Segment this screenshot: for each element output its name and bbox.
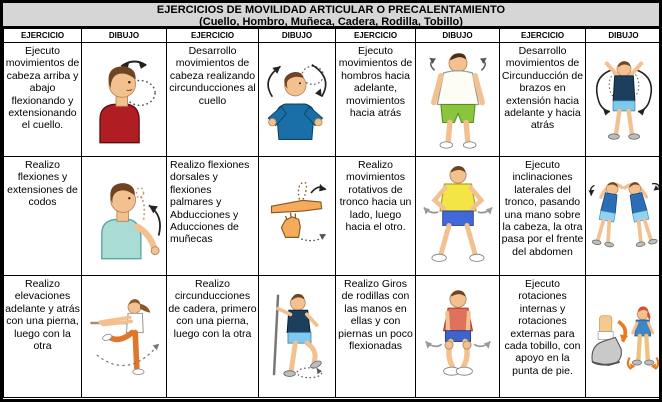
table-row xyxy=(4,43,662,157)
column-header: EJERCICIO xyxy=(4,29,82,43)
page-title: EJERCICIOS DE MOVILIDAD ARTICULAR O PRECALENTAMIENTO xyxy=(156,4,506,16)
column-header: DIBUJO xyxy=(82,29,167,43)
elbow-flexion-illustration xyxy=(84,160,164,272)
arm-circumduction-illustration xyxy=(589,47,659,153)
exercise-cell: Ejecuto movimientos de hombros hacia adelante, movimientos hacia atrás xyxy=(336,43,416,157)
column-header: EJERCICIO xyxy=(500,29,586,43)
drawing-cell xyxy=(259,157,336,276)
hip-circumduction-illustration xyxy=(260,280,334,394)
drawing-cell xyxy=(416,157,500,276)
exercise-cell: Realizo flexiones y extensiones de codos xyxy=(4,157,82,276)
drawing-cell xyxy=(82,276,167,398)
drawing-cell xyxy=(586,43,662,157)
head-up-down-illustration xyxy=(84,47,164,153)
page-title-block xyxy=(3,3,659,28)
column-header: EJERCICIO xyxy=(336,29,416,43)
leg-swing-illustration xyxy=(84,280,164,394)
column-header-row xyxy=(4,29,662,43)
table-row xyxy=(4,157,662,276)
drawing-cell xyxy=(259,276,336,398)
drawing-cell xyxy=(416,276,500,398)
exercise-cell: Realizo Giros de rodillas con las manos en ellas y con piernas un poco flexionadas xyxy=(336,276,416,398)
column-header: DIBUJO xyxy=(586,29,662,43)
exercise-cell: Realizo elevaciones adelante y atrás con una pierna, luego con la otra xyxy=(4,276,82,398)
page-subtitle: (Cuello, Hombro, Muñeca, Cadera, Rodilla, Tobillo) xyxy=(199,16,463,28)
exercise-table xyxy=(3,28,662,398)
exercise-cell: Realizo flexiones dorsales y flexiones palmares y Abducciones y Aducciones de muñecas xyxy=(167,157,259,276)
ankle-rotation-illustration xyxy=(588,280,660,394)
trunk-lateral-bend-illustration xyxy=(587,160,661,272)
drawing-cell xyxy=(259,43,336,157)
column-header: DIBUJO xyxy=(416,29,500,43)
shoulder-circles-illustration xyxy=(422,47,494,153)
knee-circles-illustration xyxy=(422,280,494,394)
neck-circumduction-illustration xyxy=(260,47,334,153)
column-header: DIBUJO xyxy=(259,29,336,43)
exercise-cell: Ejecuto movimientos de cabeza arriba y abajo flexionando y extensionando el cuello. xyxy=(4,43,82,157)
drawing-cell xyxy=(82,157,167,276)
wrist-flexion-illustration xyxy=(260,160,334,272)
trunk-rotation-illustration xyxy=(422,160,494,272)
drawing-cell xyxy=(82,43,167,157)
exercise-cell: Desarrollo movimientos de Circunducción de brazos en extensión hacia adelante y hacia atrás xyxy=(500,43,586,157)
exercise-cell: Ejecuto inclinaciones laterales del tronco, pasando una mano sobre la cabeza, la otra pasa por el frente del abdomen xyxy=(500,157,586,276)
exercise-cell: Desarrollo movimientos de cabeza realizando circunducciones al cuello xyxy=(167,43,259,157)
drawing-cell xyxy=(416,43,500,157)
exercise-cell: Realizo circunducciones de cadera, primero con una pierna, luego con la otra xyxy=(167,276,259,398)
column-header: EJERCICIO xyxy=(167,29,259,43)
table-row xyxy=(4,276,662,398)
exercise-cell: Ejecuto rotaciones internas y rotaciones externas para cada tobillo, con apoyo en la punta de pie. xyxy=(500,276,586,398)
drawing-cell xyxy=(586,276,662,398)
exercise-cell: Realizo movimientos rotativos de tronco hacia un lado, luego hacia el otro. xyxy=(336,157,416,276)
drawing-cell xyxy=(586,157,662,276)
